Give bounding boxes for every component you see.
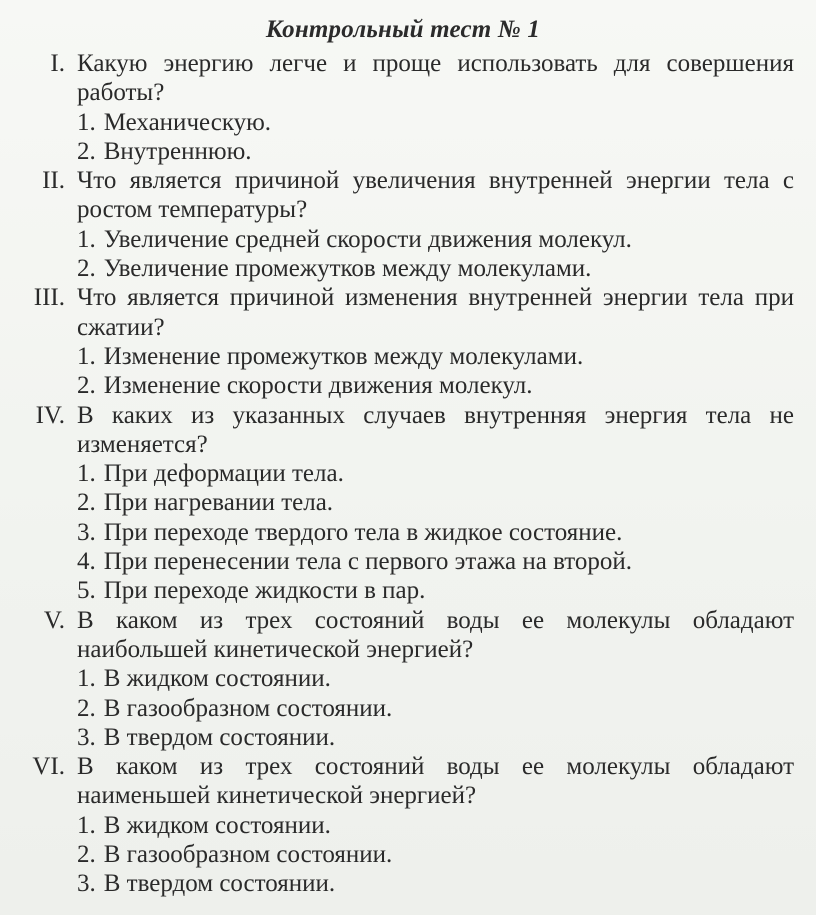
answer-options bbox=[12, 811, 794, 899]
answer-option bbox=[77, 723, 794, 752]
answer-option bbox=[77, 342, 794, 371]
option-number: 1. bbox=[77, 225, 96, 253]
question-4 bbox=[12, 401, 794, 606]
option-text: При перенесении тела с первого этажа на второй. bbox=[103, 548, 632, 576]
answer-option bbox=[77, 547, 794, 576]
answer-option bbox=[77, 225, 794, 254]
option-number: 1. bbox=[77, 108, 96, 136]
answer-option bbox=[77, 694, 794, 723]
question-text: В каком из трех состояний воды ее молекулы обладают наименьшей кинетической энергией? bbox=[77, 753, 794, 810]
answer-option bbox=[77, 664, 794, 693]
answer-option bbox=[77, 254, 794, 283]
option-text: При переходе твердого тела в жидкое состояние. bbox=[103, 518, 623, 546]
question-text: В каких из указанных случаев внутренняя энергия тела не изменяется? bbox=[77, 401, 794, 458]
question-number: I. bbox=[50, 50, 65, 77]
option-text: Увеличение средней скорости движения молекул. bbox=[103, 225, 632, 253]
option-text: В твердом состоянии. bbox=[103, 723, 336, 751]
option-text: При переходе жидкости в пар. bbox=[103, 577, 426, 605]
option-number: 3. bbox=[77, 723, 96, 751]
question-number: II. bbox=[42, 167, 65, 195]
option-text: В жидком состоянии. bbox=[103, 811, 331, 839]
answer-option bbox=[77, 518, 794, 547]
answer-option bbox=[77, 576, 794, 605]
option-text: Увеличение промежутков между молекулами. bbox=[103, 255, 592, 283]
answer-option bbox=[77, 488, 794, 517]
option-number: 1. bbox=[77, 460, 96, 488]
answer-option bbox=[77, 869, 794, 898]
answer-option bbox=[77, 137, 794, 166]
option-text: Механическую. bbox=[103, 108, 272, 136]
question-text: Что является причиной увеличения внутренней энергии тела с ростом температуры? bbox=[77, 167, 794, 224]
option-number: 3. bbox=[77, 518, 96, 546]
answer-option bbox=[77, 371, 794, 400]
option-number: 2. bbox=[77, 841, 96, 869]
question-number: III. bbox=[33, 284, 65, 312]
option-text: В газообразном состоянии. bbox=[103, 694, 393, 722]
page-title: Контрольный тест № 1 bbox=[265, 16, 541, 43]
option-number: 3. bbox=[77, 870, 96, 898]
option-number: 4. bbox=[77, 548, 96, 576]
option-text: Внутреннюю. bbox=[103, 137, 252, 165]
answer-options bbox=[12, 225, 794, 284]
option-text: При деформации тела. bbox=[103, 460, 344, 488]
question-2 bbox=[12, 166, 794, 283]
question-number: V. bbox=[43, 606, 65, 634]
question-text: В каком из трех состояний воды ее молекулы обладают наибольшей кинетической энергией? bbox=[77, 606, 794, 663]
answer-option bbox=[77, 840, 794, 869]
option-number: 1. bbox=[77, 665, 96, 693]
option-number: 2. bbox=[77, 489, 96, 517]
option-text: В газообразном состоянии. bbox=[103, 841, 393, 869]
option-text: Изменение скорости движения молекул. bbox=[103, 372, 533, 400]
option-text: В твердом состоянии. bbox=[103, 870, 336, 898]
option-text: В жидком состоянии. bbox=[103, 665, 331, 693]
answer-option bbox=[77, 459, 794, 488]
answer-option bbox=[77, 108, 794, 137]
option-number: 5. bbox=[77, 577, 96, 605]
option-text: Изменение промежутков между молекулами. bbox=[103, 342, 584, 370]
option-number: 1. bbox=[77, 342, 96, 370]
option-number: 2. bbox=[77, 694, 96, 722]
answer-option bbox=[77, 811, 794, 840]
option-number: 2. bbox=[77, 255, 96, 283]
answer-options bbox=[12, 664, 794, 752]
question-number: VI. bbox=[32, 753, 65, 781]
question-text: Что является причиной изменения внутренней энергии тела при сжатии? bbox=[77, 284, 794, 341]
answer-options bbox=[12, 108, 794, 167]
answer-options bbox=[12, 342, 794, 401]
question-number: IV. bbox=[35, 401, 65, 429]
question-3 bbox=[12, 283, 794, 400]
answer-options bbox=[12, 459, 794, 605]
option-number: 1. bbox=[77, 811, 96, 839]
option-number: 2. bbox=[77, 137, 96, 165]
question-6 bbox=[12, 752, 794, 898]
option-number: 2. bbox=[77, 372, 96, 400]
question-text: Какую энергию легче и проще использовать для совершения работы? bbox=[77, 50, 794, 107]
question-5 bbox=[12, 606, 794, 752]
option-text: При нагревании тела. bbox=[103, 489, 334, 517]
question-1 bbox=[12, 49, 794, 166]
